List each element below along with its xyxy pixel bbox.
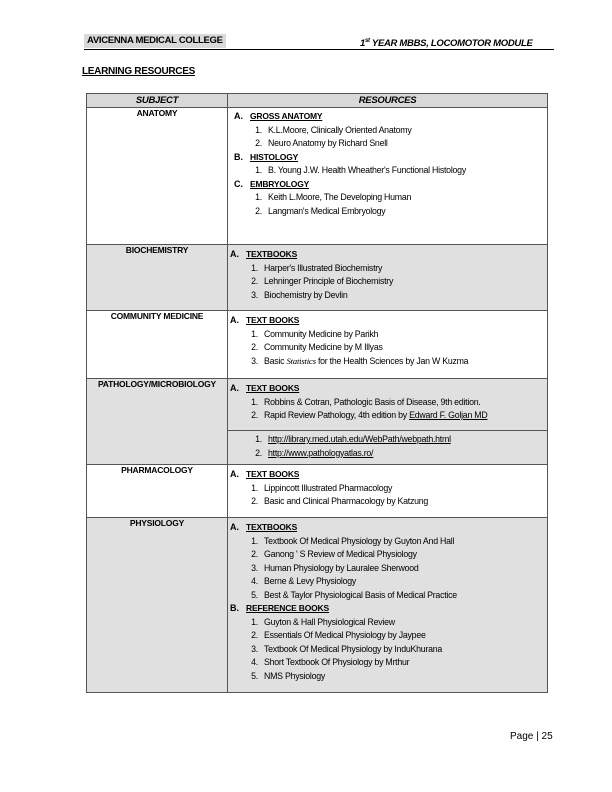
list-item: [228, 341, 543, 355]
item-number: 3.: [251, 355, 258, 366]
module-year-suffix: st: [364, 38, 370, 44]
list-item: [228, 355, 543, 369]
list-item: [232, 447, 543, 461]
item-number: 1.: [251, 262, 258, 273]
physiology-reference-list: [228, 616, 543, 684]
pathology-links-list: [232, 433, 543, 460]
item-text: [264, 355, 468, 369]
list-item: [228, 643, 543, 657]
item-text-part: for the Health Sciences by Jan W Kuzma: [315, 355, 469, 366]
page-label: Page: [510, 731, 534, 742]
resources-table: [86, 93, 548, 693]
resources-column-header: RESOURCES: [228, 94, 548, 108]
item-number: 2.: [251, 410, 258, 420]
list-item: [228, 262, 543, 276]
section-letter: A.: [234, 111, 243, 121]
author-link[interactable]: Edward F. Goljan MD: [409, 410, 488, 420]
item-number: 3.: [251, 562, 258, 573]
item-number: 1.: [255, 434, 262, 444]
section-letter: B.: [234, 151, 243, 162]
subject-physiology: PHYSIOLOGY: [87, 518, 228, 693]
list-item: [228, 670, 543, 684]
physiology-textbooks-list: [228, 535, 543, 603]
item-text: Keith L.Moore, The Developing Human: [268, 192, 412, 202]
gross-anatomy-list: [232, 124, 543, 151]
item-number: 5.: [251, 589, 258, 600]
biochemistry-list: [228, 262, 543, 303]
item-number: 1.: [255, 124, 262, 135]
section-letter: A.: [230, 469, 239, 479]
item-text: Textbook Of Medical Physiology by InduKhurana: [264, 643, 442, 654]
module-year: 1: [360, 38, 365, 50]
item-text: [264, 409, 487, 423]
section-title-text-books: TEXT BOOKS: [246, 383, 300, 393]
module-name: YEAR MBBS, LOCOMOTOR MODULE: [369, 38, 533, 50]
list-item: [232, 433, 543, 447]
section-title-textbooks: TEXTBOOKS: [246, 522, 298, 532]
list-item: [228, 629, 543, 643]
page-separator: |: [533, 731, 542, 742]
list-item: [228, 275, 543, 289]
item-number: 2.: [251, 496, 258, 506]
section-letter: B.: [230, 603, 239, 613]
resources-physiology: [228, 518, 548, 693]
list-item: [228, 616, 543, 630]
list-item: [232, 164, 543, 178]
subject-anatomy: ANATOMY: [87, 108, 228, 245]
item-number: 2.: [251, 630, 258, 640]
item-number: 2.: [251, 342, 258, 352]
subject-pathology-microbiology: PATHOLOGY/MICROBIOLOGY: [87, 379, 228, 465]
section-text-books: [228, 468, 543, 482]
table-row-physiology: [87, 518, 548, 693]
item-number: 2.: [251, 276, 258, 286]
section-reference-books: [228, 602, 543, 616]
section-title-text-books: TEXT BOOKS: [246, 315, 300, 325]
resources-pathology-books: [228, 379, 548, 431]
item-text: Human Physiology by Lauralee Sherwood: [264, 562, 419, 573]
list-item: [232, 191, 543, 205]
list-item: [228, 482, 543, 496]
item-text-part: Rapid Review Pathology, 4th edition by: [264, 410, 410, 420]
item-number: 2.: [255, 205, 262, 216]
page-value: 25: [541, 731, 553, 742]
item-text: Lippincott Illustrated Pharmacology: [264, 482, 393, 493]
list-item: [228, 562, 543, 576]
section-title-histology: HISTOLOGY: [250, 151, 299, 162]
table-row-biochemistry: [87, 245, 548, 311]
list-item: [228, 535, 543, 549]
histology-list: [232, 164, 543, 178]
section-letter: A.: [230, 383, 239, 393]
section-letter: C.: [234, 178, 243, 189]
list-item: [228, 409, 543, 423]
section-embryology: [232, 178, 543, 192]
subject-biochemistry: BIOCHEMISTRY: [87, 245, 228, 311]
item-number: 2.: [255, 447, 262, 458]
item-text-part: Basic: [264, 355, 287, 366]
section-letter: A.: [230, 249, 239, 259]
item-text: Basic and Clinical Pharmacology by Katzung: [264, 496, 429, 506]
item-number: 2.: [255, 138, 262, 148]
section-title-textbooks: TEXTBOOKS: [246, 249, 298, 259]
pathology-list: [228, 396, 543, 423]
item-number: 1.: [251, 396, 258, 407]
header-rule: [84, 49, 554, 50]
college-name: AVICENNA MEDICAL COLLEGE: [84, 34, 226, 48]
table-row-community-medicine: [87, 311, 548, 379]
item-text: B. Young J.W. Health Wheather's Functional Histology: [268, 165, 466, 175]
subject-column-header: SUBJECT: [87, 94, 228, 108]
list-item: [232, 137, 543, 151]
section-letter: A.: [230, 522, 239, 532]
item-text: Neuro Anatomy by Richard Snell: [268, 138, 388, 148]
section-textbooks: [228, 521, 543, 535]
list-item: [228, 396, 543, 410]
subject-pharmacology: PHARMACOLOGY: [87, 465, 228, 518]
item-number: 4.: [251, 576, 258, 586]
item-text: Short Textbook Of Physiology by Mrthur: [264, 657, 410, 667]
list-item: [228, 328, 543, 342]
pharmacology-list: [228, 482, 543, 509]
item-number: 4.: [251, 657, 258, 667]
item-text-italic: Statistics: [286, 355, 316, 366]
list-item: [232, 124, 543, 138]
item-text: Berne & Levy Physiology: [264, 576, 357, 586]
item-number: 2.: [251, 549, 258, 559]
page-number: [510, 731, 553, 742]
item-text: Textbook Of Medical Physiology by Guyton And Hall: [264, 535, 455, 546]
community-medicine-list: [228, 328, 543, 369]
list-item: [228, 548, 543, 562]
embryology-list: [232, 191, 543, 218]
item-number: 1.: [251, 616, 258, 627]
section-title-text-books: TEXT BOOKS: [246, 469, 300, 479]
list-item: [228, 656, 543, 670]
list-item: [228, 495, 543, 509]
item-text: Harper's Illustrated Biochemistry: [264, 262, 383, 273]
table-row-anatomy: [87, 108, 548, 245]
section-title-reference-books: REFERENCE BOOKS: [246, 603, 329, 613]
item-number: 1.: [255, 192, 262, 202]
item-text: Robbins & Cotran, Pathologic Basis of Disease, 9th edition.: [264, 396, 481, 407]
resources-pathology-links: [228, 431, 548, 465]
section-letter: A.: [230, 315, 239, 325]
section-text-books: [228, 314, 543, 328]
item-text: Biochemistry by Devlin: [264, 289, 348, 300]
item-number: 1.: [251, 328, 258, 339]
item-number: 3.: [251, 289, 258, 300]
item-number: 1.: [255, 165, 262, 175]
list-item: [228, 289, 543, 303]
table-header-row: [87, 94, 548, 108]
pathology-atlas-link[interactable]: http://www.pathologyatlas.ro/: [268, 447, 374, 458]
resources-anatomy: [228, 108, 548, 245]
item-text: Langman's Medical Embryology: [268, 205, 386, 216]
section-textbooks: [228, 248, 543, 262]
section-title-gross-anatomy: GROSS ANATOMY: [250, 111, 323, 121]
item-number: 5.: [251, 670, 258, 681]
item-text: NMS Physiology: [264, 670, 326, 681]
item-text: Ganong ' S Review of Medical Physiology: [264, 549, 417, 559]
list-item: [228, 589, 543, 603]
resources-biochemistry: [228, 245, 548, 311]
resources-pharmacology: [228, 465, 548, 518]
item-text: Essentials Of Medical Physiology by Jaypee: [264, 630, 426, 640]
item-text: Best & Taylor Physiological Basis of Medical Practice: [264, 589, 457, 600]
list-item: [228, 575, 543, 589]
section-histology: [232, 151, 543, 165]
subject-community-medicine: COMMUNITY MEDICINE: [87, 311, 228, 379]
list-item: [232, 205, 543, 219]
item-number: 1.: [251, 535, 258, 546]
item-text: K.L.Moore, Clinically Oriented Anatomy: [268, 124, 412, 135]
resources-community-medicine: [228, 311, 548, 379]
item-number: 3.: [251, 643, 258, 654]
item-text: Community Medicine by M Illyas: [264, 342, 383, 352]
section-title: LEARNING RESOURCES: [82, 66, 195, 77]
webpath-link[interactable]: http://library.med.utah.edu/WebPath/webpath.html: [268, 434, 451, 444]
section-gross-anatomy: [232, 110, 543, 124]
item-text: Guyton & Hall Physiological Review: [264, 616, 395, 627]
table-row-pharmacology: [87, 465, 548, 518]
item-number: 1.: [251, 482, 258, 493]
section-title-embryology: EMBRYOLOGY: [250, 178, 310, 189]
item-text: Lehninger Principle of Biochemistry: [264, 276, 394, 286]
item-text: Community Medicine by Parikh: [264, 328, 379, 339]
section-text-books: [228, 382, 543, 396]
table-row-pathology-books: [87, 379, 548, 431]
